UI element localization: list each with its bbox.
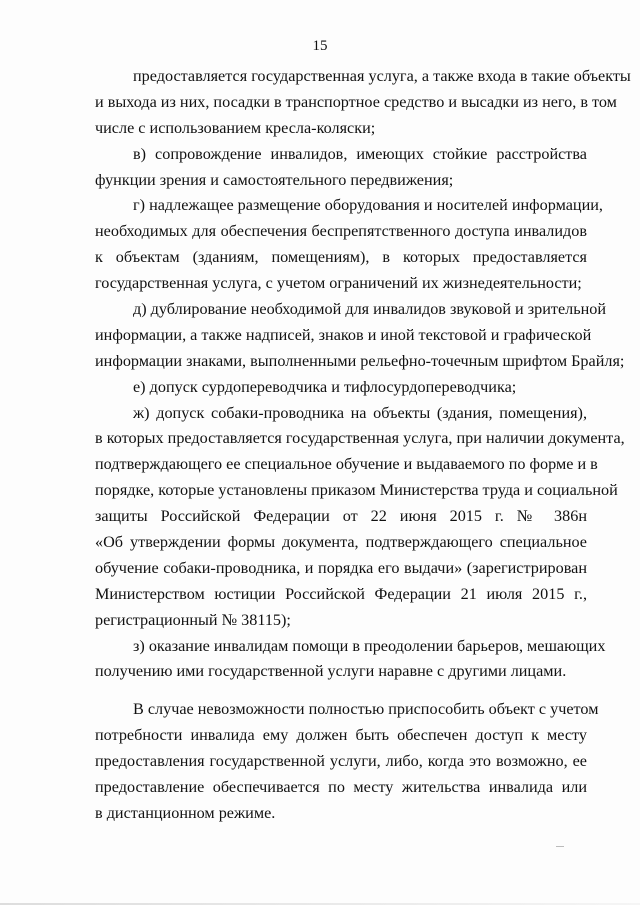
text-line: информации, а также надписей, знаков и иной текстовой и графической — [95, 325, 592, 344]
text-line: получению ими государственной услуги наравне с другими лицами. — [95, 662, 567, 681]
paragraph — [95, 64, 631, 142]
text-line: подтверждающего ее специальное обучение и выдаваемого по форме и в — [95, 455, 598, 474]
text-line: функции зрения и самостоятельного передвижения; — [95, 170, 454, 189]
text-line: необходимых для обеспечения беспрепятственного доступа инвалидов — [95, 222, 587, 241]
text-line: предоставление обеспечивается по месту жительства инвалида или — [95, 778, 587, 797]
text-line: потребности инвалида ему должен быть обеспечен доступ к месту — [95, 726, 587, 745]
paragraph — [95, 193, 603, 297]
page-number: 15 — [312, 38, 328, 54]
text-line: числе с использованием кресла-коляски; — [95, 118, 376, 137]
document-body — [95, 64, 631, 827]
text-line: предоставляется государственная услуга, а также входа в такие объекты — [133, 67, 631, 85]
scan-artifact-mark — [556, 846, 564, 847]
text-line: к объектам (зданиям, помещениям), в которых предоставляется — [95, 248, 587, 267]
text-line: в) сопровождение инвалидов, имеющих стойкие расстройства — [133, 144, 587, 163]
paragraph — [95, 297, 625, 375]
text-line: информации знаками, выполненными рельефно-точечным шрифтом Брайля; — [95, 351, 625, 370]
text-line: обучение собаки-проводника, и порядка его выдачи» (зарегистрирован — [95, 558, 587, 577]
text-line: государственная услуга, с учетом ограничений их жизнедеятельности; — [95, 274, 582, 293]
text-line: «Об утверждении формы документа, подтверждающего специальное — [95, 533, 587, 552]
text-line: е) допуск сурдопереводчика и тифлосурдопереводчика; — [133, 377, 517, 396]
text-line: В случае невозможности полностью приспособить объект с учетом — [133, 700, 599, 719]
text-line: ж) допуск собаки-проводника на объекты (здания, помещения), — [133, 403, 587, 422]
paragraph — [95, 697, 599, 826]
text-line: регистрационный № 38115); — [95, 610, 291, 629]
text-line: в которых предоставляется государственная услуга, при наличии документа, — [95, 429, 625, 448]
text-line: Министерством юстиции Российской Федерации 21 июля 2015 г., — [95, 584, 587, 603]
text-line: предоставления государственной услуги, либо, когда это возможно, ее — [95, 752, 587, 771]
text-line: в дистанционном режиме. — [95, 803, 276, 822]
paragraph — [95, 401, 625, 634]
text-line: г) надлежащее размещение оборудования и носителей информации, — [133, 196, 603, 215]
paragraph — [95, 142, 587, 194]
text-line: порядке, которые установлены приказом Министерства труда и социальной — [95, 481, 618, 500]
text-line: и выхода из них, посадки в транспортное средство и высадки из него, в том — [95, 92, 617, 111]
text-line: защиты Российской Федерации от 22 июня 2015 г. № 386н — [95, 507, 587, 526]
paragraph — [95, 375, 587, 401]
paragraph — [95, 634, 606, 686]
text-line: з) оказание инвалидам помощи в преодолении барьеров, мешающих — [133, 636, 606, 655]
paragraph-gap — [95, 685, 587, 697]
text-line: д) дублирование необходимой для инвалидов звуковой и зрительной — [133, 300, 607, 319]
